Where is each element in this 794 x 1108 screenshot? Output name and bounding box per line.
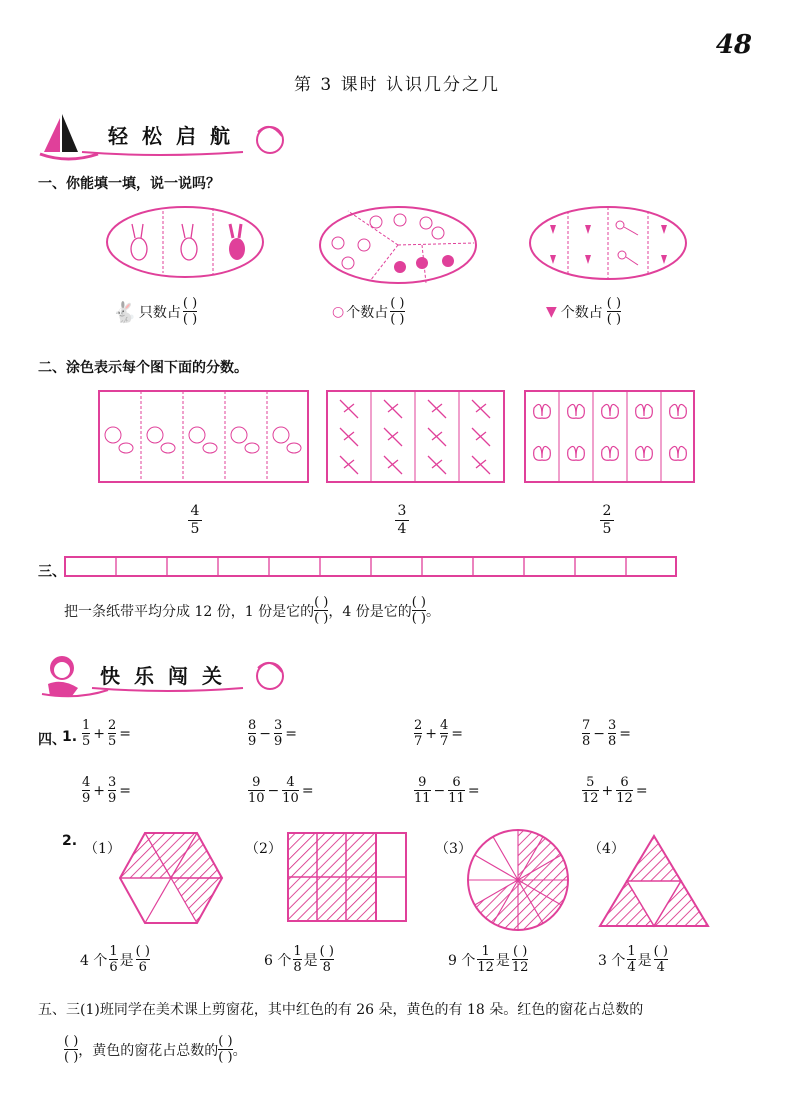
apple-oval	[318, 205, 478, 285]
q5-line2: $\frac{( )}{( )}$ ，黄色的窗花占总数的 $\frac{( )}{( )}$ 。	[64, 1034, 247, 1065]
fraction: $\frac{1}{8}$	[293, 944, 302, 975]
equals-sign: =	[301, 782, 314, 799]
equation[interactable]	[82, 775, 131, 806]
q1-answer-1: 🐇 只数占 $\frac{( )}{( )}$	[112, 296, 198, 327]
operator: +	[93, 725, 106, 742]
fraction-blank[interactable]: $\frac{( )}{( )}$	[411, 595, 426, 626]
fraction-blank[interactable]: $\frac{( )}{( )}$	[314, 595, 329, 626]
q1-answer-2: ○ 个数占 $\frac{( )}{( )}$	[332, 296, 405, 327]
q4-part2-label: 2.	[62, 833, 78, 849]
rabbit-icon: 🐇	[112, 299, 137, 324]
operator: −	[433, 782, 446, 799]
is-word: 是	[495, 952, 510, 969]
operator: −	[267, 782, 280, 799]
figure-tag: （3）	[435, 841, 472, 857]
fraction-blank[interactable]: $\frac{( )}{12}$	[511, 944, 529, 975]
figure-tag: （2）	[245, 841, 282, 857]
lesson-title: 第 3 课时 认识几分之几	[293, 75, 501, 95]
banner-title: 快乐闯关	[100, 664, 236, 688]
strawberry-oval	[528, 205, 688, 281]
apple-icon: ○	[332, 303, 345, 320]
is-word: 是	[637, 952, 652, 969]
is-word: 是	[303, 952, 318, 969]
fraction-blank[interactable]: $\frac{( )}{( )}$	[182, 296, 198, 327]
figure-answer	[264, 944, 334, 975]
fraction-blank[interactable]: $\frac{( )}{( )}$	[606, 296, 622, 327]
is-word: 是	[119, 952, 134, 969]
equation[interactable]	[582, 718, 631, 749]
equation[interactable]	[248, 718, 297, 749]
fraction: $\frac{1}{4}$	[627, 944, 636, 975]
ant-icon	[105, 427, 301, 453]
fraction: $\frac{9}{10}$	[248, 775, 265, 806]
figure-answer	[598, 944, 668, 975]
fraction: $\frac{2}{5}$	[108, 718, 117, 749]
dragonfly-strip[interactable]	[326, 390, 506, 484]
fraction: $\frac{6}{11}$	[448, 775, 465, 806]
count-text: 6 个	[264, 952, 292, 969]
fraction: $\frac{1}{5}$	[82, 718, 91, 749]
butterfly-icon	[534, 404, 687, 460]
count-text: 3 个	[598, 952, 626, 969]
fraction: $\frac{7}{8}$	[582, 718, 591, 749]
equation[interactable]	[582, 775, 648, 806]
fraction: $\frac{8}{9}$	[248, 718, 257, 749]
hexagon-figure	[118, 830, 224, 926]
fraction-blank[interactable]: $\frac{( )}{( )}$	[64, 1034, 79, 1065]
banner-section1	[38, 112, 288, 164]
q1-title: 一、你能填一填，说一说吗？	[38, 176, 220, 192]
rectangle-figure	[286, 832, 410, 924]
equals-sign: =	[619, 725, 632, 742]
fraction-blank[interactable]: $\frac{( )}{6}$	[135, 944, 150, 975]
figure-tag: （4）	[588, 841, 625, 857]
equals-sign: =	[451, 725, 464, 742]
q4-label: 四、	[38, 732, 66, 748]
q2-title: 二、涂色表示每个图下面的分数。	[38, 360, 248, 376]
q5-line1: 五、三(1)班同学在美术课上剪窗花，其中红色的有 26 朵，黄色的有 18 朵。红色的窗花占总数的	[38, 1002, 644, 1018]
figure-answer	[448, 944, 528, 975]
fraction-blank[interactable]: $\frac{( )}{8}$	[319, 944, 334, 975]
count-text: 9 个	[448, 952, 476, 969]
rabbit-oval	[105, 205, 265, 279]
operator: +	[601, 782, 614, 799]
apple-icon	[332, 214, 454, 273]
equation[interactable]	[82, 718, 131, 749]
banner-title: 轻松启航	[108, 124, 244, 148]
fraction-blank[interactable]: $\frac{( )}{( )}$	[218, 1034, 233, 1065]
ant-strip[interactable]	[98, 390, 310, 484]
triangle-figure	[598, 834, 710, 928]
operator: +	[425, 725, 438, 742]
operator: −	[259, 725, 272, 742]
fraction: $\frac{6}{12}$	[616, 775, 633, 806]
fraction-label: 3 4	[395, 503, 409, 538]
q1-answer-3: ▼ 个数占 $\frac{( )}{( )}$	[546, 296, 622, 327]
fraction: $\frac{1}{6}$	[109, 944, 118, 975]
fraction: $\frac{4}{7}$	[440, 718, 449, 749]
butterfly-strip[interactable]	[524, 390, 696, 484]
operator: +	[93, 782, 106, 799]
equals-sign: =	[119, 725, 132, 742]
page-number: 48	[715, 30, 752, 60]
fraction-blank[interactable]: $\frac{( )}{4}$	[653, 944, 668, 975]
fraction-label: 2 5	[600, 503, 614, 538]
strawberry-icon: ▼	[546, 303, 557, 320]
figure-tag: （1）	[84, 841, 121, 857]
equation[interactable]	[248, 775, 314, 806]
banner-section2	[38, 650, 288, 700]
fraction: $\frac{5}{12}$	[582, 775, 599, 806]
count-text: 4 个	[80, 952, 108, 969]
paper-strip[interactable]	[64, 556, 678, 578]
q4-part1-label: 1.	[62, 729, 78, 745]
fraction: $\frac{3}{9}$	[108, 775, 117, 806]
fraction: $\frac{3}{9}$	[274, 718, 283, 749]
fraction-blank[interactable]: $\frac{( )}{( )}$	[390, 296, 405, 327]
equation[interactable]	[414, 775, 480, 806]
equals-sign: =	[635, 782, 648, 799]
rabbit-icon	[131, 224, 245, 260]
operator: −	[593, 725, 606, 742]
equals-sign: =	[467, 782, 480, 799]
q3-sentence: 把一条纸带平均分成 12 份，1 份是它的 $\frac{( )}{( )}$ ，4 份是它的 $\frac{( )}{( )}$ 。	[64, 595, 440, 626]
figure-answer	[80, 944, 150, 975]
key-icon	[616, 221, 638, 265]
equation[interactable]	[414, 718, 463, 749]
fraction: $\frac{3}{8}$	[608, 718, 617, 749]
fraction-label: 4 5	[188, 503, 202, 538]
q3-label: 三、	[38, 564, 66, 580]
fraction: $\frac{2}{7}$	[414, 718, 423, 749]
circle-figure	[466, 828, 570, 932]
equals-sign: =	[285, 725, 298, 742]
fraction: $\frac{9}{11}$	[414, 775, 431, 806]
fraction: $\frac{4}{9}$	[82, 775, 91, 806]
equals-sign: =	[119, 782, 132, 799]
fraction: $\frac{4}{10}$	[282, 775, 299, 806]
fraction: $\frac{1}{12}$	[477, 944, 494, 975]
